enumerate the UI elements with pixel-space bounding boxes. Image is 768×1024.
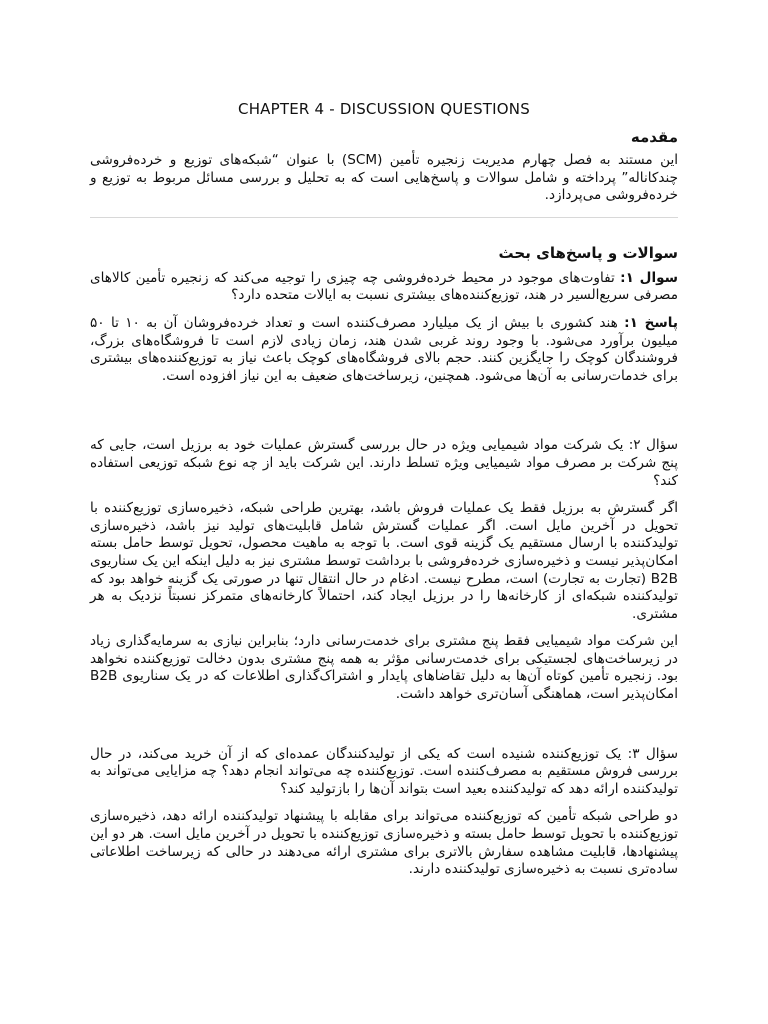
answer-1	[90, 315, 678, 385]
answer-3-paragraph-1: دو طراحی شبکه تأمین که توزیع‌کننده می‌تواند برای مقابله با پیشنهاد تولیدکننده ارائه دهد، ذخیره‌سازی توزیع‌کننده با تحویل توسط حامل بسته و ذخیره‌سازی توزیع‌کننده با تحویل در آخرین مایل است. هر دو این پیشنهادها، قابلیت مشاهده سفارش بالاتری برای مشتری ارائه می‌دهند در حالی که زیرساخت اطلاعاتی ساده‌تری نسبت به ذخیره‌سازی تولیدکننده دارند.	[90, 808, 678, 878]
question-1	[90, 270, 678, 305]
chapter-title: CHAPTER 4 - DISCUSSION QUESTIONS	[238, 100, 530, 118]
document-body	[90, 124, 678, 879]
qa-section-heading: سوالات و پاسخ‌های بحث	[498, 243, 678, 262]
question-2: سؤال ۲: یک شرکت مواد شیمیایی ویژه در حال بررسی گسترش عملیات خود به برزیل است، جایی که پنج شرکت بر مصرف مواد شیمیایی ویژه تسلط دارند. این شرکت باید از چه نوع شبکه توزیعی استفاده کند؟	[90, 437, 679, 489]
question-1-text: تفاوت‌های موجود در محیط خرده‌فروشی چه چیزی را توجیه می‌کند که زنجیره تأمین کالاهای مصرفی سریع‌السیر در هند، توزیع‌کننده‌های بیشتری نسبت به ایالات متحده دارد؟	[90, 269, 678, 304]
section-divider	[90, 217, 678, 218]
question-3: سؤال ۳: یک توزیع‌کننده شنیده است که یکی از تولیدکنندگان عمده‌ای که از آن خرید می‌کند، در حال بررسی فروش مستقیم به مصرف‌کننده است. توزیع‌کننده چه می‌تواند انجام دهد؟ چه مزایایی می‌تواند به تولیدکننده ارائه دهد که تولیدکننده بعید است بتواند آن‌ها را بازتولید کند؟	[90, 745, 678, 797]
answer-1-text: هند کشوری با بیش از یک میلیارد مصرف‌کننده است و تعداد خرده‌فروشان آن به ۱۰ تا ۵۰ میلیون برآورد می‌شود. با وجود روند غربی شدن هند، زمان زیادی لازم است تا فروشگاه‌های بزرگ، فروشندگان کوچک را جایگزین کنند. حجم بالای فروشگاه‌های کوچک باعث نیاز به توزیع‌کننده‌های بیشتری برای خدمات‌رسانی به آن‌ها می‌شود. همچنین، زیرساخت‌های ضعیف به این نیاز افزوده است.	[90, 314, 678, 384]
answer-2-paragraph-2: این شرکت مواد شیمیایی فقط پنج مشتری برای خدمت‌رسانی دارد؛ بنابراین نیازی به سرمایه‌گذاری زیاد در زیرساخت‌های لجستیکی برای خدمت‌رسانی مؤثر به همه پنج مشتری بدون دخالت توزیع‌کننده نخواهد بود. زنجیره تأمین کوتاه آن‌ها به دلیل تقاضاهای پایدار و اشتراک‌گذاری اطلاعات که در یک سناریوی B2B امکان‌پذیر است، هماهنگی آسان‌تری خواهد داشت.	[90, 633, 678, 703]
intro-heading: مقدمه	[630, 128, 678, 146]
intro-paragraph: این مستند به فصل چهارم مدیریت زنجیره تأمین (SCM) با عنوان “شبکه‌های توزیع و خرده‌فروشی چندکاناله” پرداخته و شامل سوالات و پاسخ‌هایی است که به تحلیل و بررسی مسائل مربوط به توزیع و خرده‌فروشی می‌پردازد.	[90, 152, 679, 204]
question-1-label: سوال ۱:	[620, 269, 679, 286]
answer-1-label: پاسخ ۱:	[624, 314, 679, 331]
answer-2-paragraph-1: اگر گسترش به برزیل فقط یک عملیات فروش باشد، بهترین طراحی شبکه، ذخیره‌سازی توزیع‌کننده با تحویل در آخرین مایل است. اگر عملیات گسترش شامل قابلیت‌های تولید نیز باشد، ذخیره‌سازی تولیدکننده با ارسال مستقیم یک گزینه قوی است. با توجه به ماهیت محصول، تحویل توسط حامل بسته امکان‌پذیر نیست و ذخیره‌سازی خرده‌فروشی با برداشت توسط مشتری نیز به دلیل اینکه این یک سناریوی B2B (تجارت به تجارت) است، مطرح نیست. ادغام در حال انتقال تنها در صورتی یک گزینه خواهد بود که تولیدکننده شبکه‌ای از کارخانه‌ها را در برزیل ایجاد کند، احتمالاً کارخانه‌های متمرکز نسبتاً نزدیک به هر مشتری.	[90, 500, 678, 622]
